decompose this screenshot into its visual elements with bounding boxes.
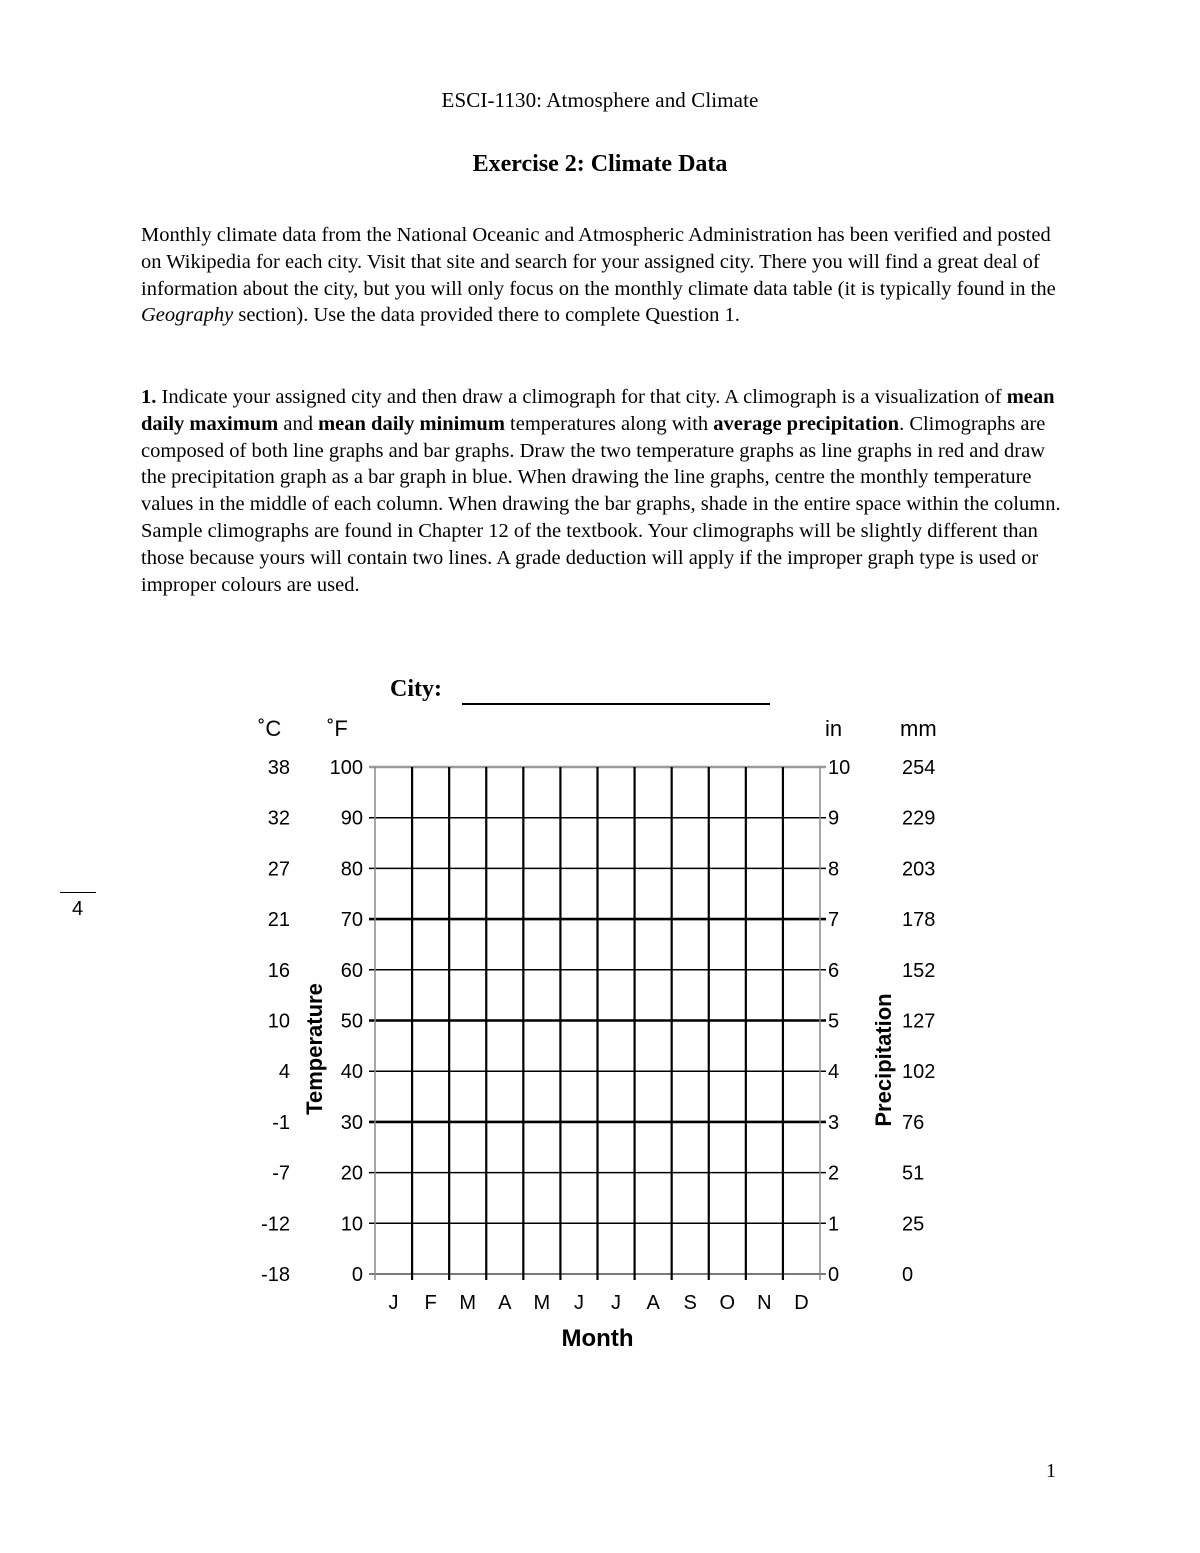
intro-text-b: section). Use the data provided there to complete Question 1. xyxy=(233,304,740,327)
mm-tick-label: 178 xyxy=(902,909,936,932)
month-label: A xyxy=(498,1292,512,1314)
fahrenheit-tick-label: 90 xyxy=(340,807,363,830)
month-label: N xyxy=(757,1292,772,1314)
fahrenheit-tick-label: 60 xyxy=(340,959,363,982)
celsius-tick-label: 16 xyxy=(267,959,290,982)
x-axis-title: Month xyxy=(561,1325,634,1352)
month-label: S xyxy=(683,1292,697,1314)
intro-emphasis: Geography xyxy=(141,304,234,327)
mm-tick-label: 203 xyxy=(902,858,936,881)
celsius-tick-label: -12 xyxy=(261,1213,290,1236)
inch-tick-label: 9 xyxy=(828,807,840,830)
inch-tick-label: 2 xyxy=(828,1162,840,1185)
celsius-tick-label: -7 xyxy=(272,1162,290,1185)
mm-tick-label: 127 xyxy=(902,1010,936,1033)
fahrenheit-tick-label: 10 xyxy=(340,1213,363,1236)
inch-tick-label: 10 xyxy=(828,757,851,779)
fahrenheit-unit-label: ˚F xyxy=(327,716,348,741)
intro-text-a: Monthly climate data from the National Oceanic and Atmospheric Administration has been verified and posted on Wikipedia for each city. Visit that site and search for your assigned city. There you will find a great deal of information about the city, but you will only focus on the monthly climate data table (it is typically found in the xyxy=(141,224,1056,300)
mm-tick-label: 25 xyxy=(902,1213,925,1236)
question-1-paragraph xyxy=(141,384,1071,598)
intro-paragraph xyxy=(141,222,1071,329)
mm-tick-label: 254 xyxy=(902,757,936,779)
score-blank-line xyxy=(60,892,96,893)
celsius-tick-label: 21 xyxy=(267,909,290,932)
q1-text-4: . Climographs are composed of both line graphs and bar graphs. Draw the two temperature graphs as line graphs in red and draw the precipitation graph as a bar graph in blue. When drawing the line graphs, centre the monthly temperature values in the middle of each column. When drawing the bar graphs, shade in the entire space within the column. Sample climographs are found in Chapter 12 of the textbook. Your climographs will be slightly different than those because yours will contain two lines. A grade deduction will apply if the improper graph type is used or improper colours are used. xyxy=(141,412,1061,596)
celsius-tick-label: 27 xyxy=(267,858,290,881)
inch-tick-label: 0 xyxy=(828,1264,840,1286)
month-label: D xyxy=(794,1292,809,1314)
celsius-tick-label: 32 xyxy=(267,807,290,830)
fahrenheit-tick-label: 20 xyxy=(340,1162,363,1185)
month-label: A xyxy=(646,1292,660,1314)
inch-tick-label: 8 xyxy=(828,858,840,881)
month-label: F xyxy=(424,1292,437,1314)
month-label: J xyxy=(611,1292,622,1314)
q1-text-1: Indicate your assigned city and then draw a climograph for that city. A climograph is a visualization of xyxy=(156,386,1007,408)
exercise-title: Exercise 2: Climate Data xyxy=(472,151,728,177)
q1-text-2: and xyxy=(278,412,319,435)
celsius-tick-label: -18 xyxy=(261,1264,290,1286)
mm-tick-label: 102 xyxy=(902,1061,936,1084)
q1-text-3: temperatures along with xyxy=(504,412,714,435)
celsius-tick-label: 38 xyxy=(267,757,290,779)
score-points: 4 xyxy=(72,898,84,920)
fahrenheit-tick-label: 50 xyxy=(340,1010,363,1033)
question-number: 1. xyxy=(141,386,157,408)
mm-tick-label: 229 xyxy=(902,807,936,830)
month-label: O xyxy=(719,1292,736,1314)
city-label: City: xyxy=(390,676,442,702)
celsius-unit-label: ˚C xyxy=(258,716,282,741)
climograph-grid xyxy=(240,700,980,1370)
celsius-tick-label: -1 xyxy=(272,1111,290,1134)
fahrenheit-tick-label: 80 xyxy=(340,858,363,881)
mm-tick-label: 51 xyxy=(902,1162,925,1185)
month-label: M xyxy=(533,1292,551,1314)
inch-tick-label: 3 xyxy=(828,1111,840,1134)
inch-tick-label: 4 xyxy=(828,1061,840,1084)
inch-tick-label: 1 xyxy=(828,1213,840,1236)
mm-tick-label: 76 xyxy=(902,1111,925,1134)
fahrenheit-tick-label: 30 xyxy=(340,1111,363,1134)
mm-tick-label: 0 xyxy=(902,1264,914,1286)
fahrenheit-tick-label: 0 xyxy=(351,1264,363,1286)
month-label: J xyxy=(573,1292,584,1314)
mm-tick-label: 152 xyxy=(902,959,936,982)
inch-tick-label: 6 xyxy=(828,959,840,982)
inch-tick-label: 7 xyxy=(828,909,840,932)
celsius-tick-label: 4 xyxy=(278,1061,290,1084)
month-label: M xyxy=(459,1292,477,1314)
inch-unit-label: in xyxy=(825,716,843,741)
fahrenheit-tick-label: 100 xyxy=(329,757,363,779)
q1-bold-1: mean daily maximum xyxy=(141,386,1055,435)
course-header: ESCI-1130: Atmosphere and Climate xyxy=(441,88,759,112)
page-number: 1 xyxy=(1046,1460,1056,1482)
inch-tick-label: 5 xyxy=(828,1010,840,1033)
mm-unit-label: mm xyxy=(900,716,937,741)
fahrenheit-tick-label: 40 xyxy=(340,1061,363,1084)
fahrenheit-tick-label: 70 xyxy=(340,909,363,932)
temperature-axis-title: Temperature xyxy=(302,983,327,1115)
q1-bold-3: average precipitation xyxy=(713,412,900,435)
precipitation-axis-title: Precipitation xyxy=(871,993,896,1127)
month-label: J xyxy=(388,1292,399,1314)
q1-bold-2: mean daily minimum xyxy=(318,412,505,435)
celsius-tick-label: 10 xyxy=(267,1010,290,1033)
